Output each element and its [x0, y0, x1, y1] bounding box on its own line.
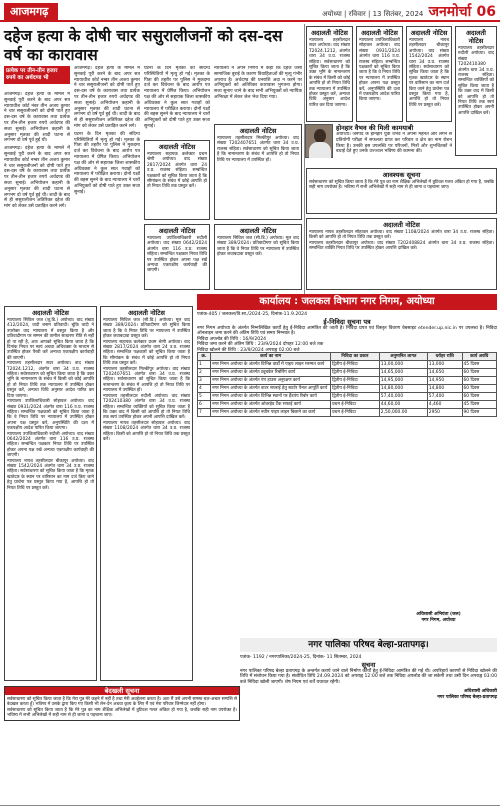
- left-sidebox: [4, 66, 70, 84]
- tender-col-type: निविदा का प्रकार: [331, 353, 380, 361]
- cell: द्वितीय ई-निविदा: [331, 361, 380, 369]
- cell: नगर निगम अयोध्या के अंतर्गत वाटर सप्लाई हेतु स्टार्टर पैनल आपूर्ति कार्य: [211, 385, 331, 393]
- cell: नगर निगम अयोध्या के अंतर्गत पंप हाउस अनुरक्षण कार्य: [211, 377, 331, 385]
- middle-notice-1: [144, 140, 210, 220]
- tender-signature: अधिशासी अभियंता (जल) नगर निगम, अयोध्या: [416, 612, 461, 623]
- tender-col-work: कार्य का नाम: [211, 353, 331, 361]
- middle-notice-1-body: न्यायालय सहायक कलेक्टर प्रथम श्रेणी अयोध्या। वाद संख्या 2817/2024 अंतर्गत धारा 24 उ.प्र. राजस्व संहिता। सम्बन्धित पक्षकारों को सूचित किया जाता है कि सीमांकन के संबंध में कोई आपत्ति हो तो नियत तिथि तक प्रस्तुत करें।: [147, 152, 207, 190]
- left-column-para-2: आजमगढ़। दहेज हत्या के मामले में सुनवाई पूरी करने के बाद अपर सत्र न्यायाधीश कोर्ट नम्बर तीन अजय कुमार ने चार ससुरालीजनों को दोषी पाते हुए दस-दस वर्ष के कारावास तथा प्रत्येक पर तीन-तीन हजार रुपये अर्थदण्ड की सजा सुनाई। अभियोजन कहानी के अनुसार मृतका की शादी घटना से लगभग दो वर्ष पूर्व हुई थी। शादी के बाद से ही ससुरालीजन अतिरिक्त दहेज की मांग को लेकर उसे प्रताड़ित करने लगे।: [4, 146, 70, 210]
- story-col-2-text: घटना के दिन मृतका की संदिग्ध परिस्थितियों में मृत्यु हो गई। मृतका के पिता की तहरीर पर पुलिस ने मुकदमा दर्ज कर विवेचना के बाद आरोप पत्र न्यायालय में प्रेषित किया। अभियोजन पक्ष की ओर से सहायक जिला शासकीय अधिवक्ता ने कुल सात गवाहों को न्यायालय में परीक्षित कराया। दोनों पक्षों की बहस सुनने के बाद न्यायालय ने चारों अभियुक्तों को दोषी पाते हुए उक्त सजा सुनाई।: [144, 66, 210, 129]
- table-row: [198, 361, 497, 369]
- cell: 60 दिवस: [462, 385, 497, 393]
- nagar-palika-ref: पत्रांक- 1192 / नगरपालिका/2024-25, दिनांक- 11 सितम्बर, 2024: [240, 655, 362, 660]
- person-shirt: [309, 142, 331, 158]
- cell: 2,50,000.00: [379, 409, 427, 417]
- middle-notice-2-title: अदालती नोटिस: [239, 127, 277, 135]
- middle-notice-3-title: अदालती नोटिस: [158, 227, 196, 235]
- person-story-headline: होनहार वैभव की मिली कामयाबी: [336, 124, 414, 132]
- cell: नगर निगम अयोध्या के अंतर्गत नवीन पाइप लाइन बिछाने का कार्य: [211, 409, 331, 417]
- cell: 2: [198, 369, 211, 377]
- person-photo: [305, 124, 333, 158]
- right-notice-3-body: न्यायालय नायब तहसीलदार बीकापुर अयोध्या। वाद संख्या 1542/2024 अंतर्गत धारा 34 उ.प्र. राजस्व संहिता। सर्वसाधारण को सूचित किया जाता है कि मृतक खातेदार के स्थान पर वारिसान का नाम दर्ज किए जाने हेतु प्रार्थना पत्र प्रस्तुत किया गया है, आपत्ति हो तो नियत तिथि पर प्रस्तुत करें।: [409, 38, 449, 108]
- person-story: [336, 124, 452, 172]
- cell: 57,400: [427, 393, 462, 401]
- nagar-palika-signature: अधिशासी अधिकारी नगर पालिका परिषद बेल्हा-प्रतापगढ़: [437, 689, 497, 700]
- story-col-1-text-2: घटना के दिन मृतका की संदिग्ध परिस्थितियों में मृत्यु हो गई। मृतका के पिता की तहरीर पर पुलिस ने मुकदमा दर्ज कर विवेचना के बाद आरोप पत्र न्यायालय में प्रेषित किया। अभियोजन पक्ष की ओर से सहायक जिला शासकीय अधिवक्ता ने कुल सात गवाहों को न्यायालय में परीक्षित कराया। दोनों पक्षों की बहस सुनने के बाद न्यायालय ने चारों अभियुक्तों को दोषी पाते हुए उक्त सजा सुनाई।: [74, 131, 140, 195]
- city-tag: आजमगढ़: [4, 3, 58, 20]
- tender-col-deposit: धरोहर राशि: [427, 353, 462, 361]
- cell: नगर निगम अयोध्या के अंतर्गत ट्यूबवेल रिबोरिंग कार्य: [211, 369, 331, 377]
- middle-notice-2-body: न्यायालय तहसीलदार मिल्कीपुर अयोध्या। वाद संख्या T202407651 अंतर्गत धारा 34 उ.प्र. राजस्व संहिता। सर्वसाधारण को सूचित किया जाता है कि नामान्तरण के संबंध में आपत्ति हो तो नियत तिथि पर न्यायालय में उपस्थित हों।: [217, 136, 299, 163]
- cell: प्रथम ई-निविदा: [331, 409, 380, 417]
- middle-notice-3: [144, 224, 210, 290]
- masthead-right: [322, 2, 496, 21]
- right-notice-2-title: अदालती नोटिस: [361, 29, 398, 37]
- cell: 13,00,000: [379, 361, 427, 369]
- page-bottom-rule: [0, 805, 500, 806]
- cell: 13,000: [427, 361, 462, 369]
- main-headline: दहेज हत्या के दोषी चार ससुरालीजनों को दस-दस वर्ष का कारावास: [4, 26, 283, 64]
- middle-notice-4-title: अदालती नोटिस: [239, 227, 277, 235]
- left-notice-body-5: न्यायालय नायब तहसीलदार बीकापुर अयोध्या। वाद संख्या 1542/2024 अंतर्गत धारा 34 उ.प्र. राजस्व संहिता। सर्वसाधारण को सूचित किया जाता है कि मृतक खातेदार के स्थान पर वारिसान का नाम दर्ज किए जाने हेतु प्रार्थना पत्र प्रस्तुत किया गया है, आपत्ति हो तो नियत तिथि पर प्रस्तुत करें।: [7, 458, 94, 491]
- cell: 7: [198, 409, 211, 417]
- middle-notice-3-body: न्यायालय उपजिलाधिकारी रुदौली अयोध्या। वाद संख्या 0642/2024 अंतर्गत धारा 116 उ.प्र. राजस्व संहिता। सम्बन्धित पक्षकार नियत तिथि पर उपस्थित होकर अपना पक्ष रखें अन्यथा एकपक्षीय कार्यवाही की जाएगी।: [147, 236, 207, 274]
- bedakhali-notice: [4, 686, 240, 721]
- cell: 57,40,000: [379, 393, 427, 401]
- tender-header: [197, 312, 497, 354]
- bedakhali-body: सर्वसाधारण को सूचित किया जाता है कि मेरा पुत्र मेरे कहने में नहीं है तथा मेरी अवहेलना करता है। अतः मैं उसे अपनी समस्त चल-अचल सम्पत्ति से बेदखल करता हूँ। भविष्य में उसके द्वारा किए गए किसी भी लेन-देन अथवा कृत्य के लिए मैं एवं मेरा परिवार जिम्मेदार नहीं होगा।: [7, 697, 237, 708]
- nagar-palika-bar: नगर पालिका परिषद बेल्हा-प्रतापगढ़।: [240, 638, 497, 652]
- cell: 60 दिवस: [462, 369, 497, 377]
- middle-notice-6-body: न्यायालय तहसीलदार बीकापुर अयोध्या। वाद संख्या T202408824 अंतर्गत धारा 34 उ.प्र. राजस्व संहिता। सम्बन्धित व्यक्ति नियत तिथि पर उपस्थित होकर आपत्ति दाखिल करें।: [309, 240, 494, 252]
- cell: 45 दिवस: [462, 401, 497, 409]
- cell: 14,95,000: [379, 377, 427, 385]
- left-notice-2-title: अदालती नोटिस: [128, 309, 165, 317]
- cell: द्वितीय ई-निविदा: [331, 385, 380, 393]
- bedakhali-title: बेदखली सूचना: [5, 687, 239, 695]
- cell: 1: [198, 361, 211, 369]
- middle-notice-4-body: न्यायालय सिविल जज (सी.डि.) अयोध्या। मूल वाद संख्या 389/2024। प्रतिवादीगण को सूचित किया जाता है कि वे नियत तिथि पर न्यायालय में उपस्थित होकर जवाबदावा प्रस्तुत करें।: [217, 236, 299, 258]
- bedakhali-body-2: सर्वसाधारण को सूचित किया जाता है कि मेरे पुत्र का नाम शैक्षिक अभिलेखों में त्रुटिवश गलत अंकित हो गया है, जबकि सही नाम उपरोक्त है। भविष्य में सभी अभिलेखों में सही नाम से ही जाना व पहचाना जाए।: [7, 707, 237, 718]
- cell: 45 दिवस: [462, 361, 497, 369]
- left-notice-body-2: न्यायालय तहसीलदार सदर अयोध्या। वाद संख्या T2024.1212, अंतर्गत धारा 34 उ.प्र. राजस्व संहिता। सर्वसाधारण को सूचित किया जाता है कि उक्त भूमि के नामान्तरण के संबंध में किसी को कोई आपत्ति हो तो नियत तिथि तक न्यायालय में उपस्थित होकर प्रस्तुत करें, अन्यथा विधि अनुसार आदेश पारित कर दिया जाएगा।: [7, 361, 94, 399]
- left-notice-title: अदालती नोटिस: [32, 309, 69, 317]
- cell: 60 दिवस: [462, 393, 497, 401]
- paper-name: जनमोर्चा: [428, 4, 472, 20]
- story-col-1: [74, 66, 140, 302]
- person-head: [314, 129, 326, 143]
- left-notice-2-body: न्यायालय सिविल जज (सी.डि.) अयोध्या। मूल वाद संख्या 389/2024। प्रतिवादीगण को सूचित किया जाता है कि वे नियत तिथि पर न्यायालय में उपस्थित होकर जवाबदावा प्रस्तुत करें।: [103, 318, 190, 340]
- nagar-palika-notice: [240, 655, 497, 701]
- awashyak-suchna-title: आवश्यक सूचना: [382, 171, 421, 179]
- right-notice-2-body: न्यायालय उपजिलाधिकारी सोहावल अयोध्या। वाद संख्या 0931/2024 अंतर्गत धारा 116 उ.प्र. राजस्व संहिता। सम्बन्धित पक्षकारों को सूचित किया जाता है कि वे नियत तिथि पर न्यायालय में उपस्थित होकर अपना पक्ष प्रस्तुत करें, अनुपस्थिति की दशा में एकपक्षीय आदेश पारित किया जाएगा।: [359, 38, 400, 103]
- story-col-3: [214, 66, 302, 120]
- right-notice-3: [406, 26, 452, 122]
- tender-date-1: निविदा अपलोड की तिथि : 16/9/2024: [197, 336, 267, 342]
- table-row: [198, 369, 497, 377]
- awashyak-suchna-body: सर्वसाधारण को सूचित किया जाता है कि मेरे पुत्र का नाम शैक्षिक अभिलेखों में त्रुटिवश गलत अंकित हो गया है, जबकि सही नाम उपरोक्त है। भविष्य में सभी अभिलेखों में सही नाम से ही जाना व पहचाना जाए।: [309, 180, 494, 191]
- cell: द्वितीय ई-निविदा: [331, 369, 380, 377]
- left-notice-body-3: न्यायालय उपजिलाधिकारी सोहावल अयोध्या। वाद संख्या 0931/2024 अंतर्गत धारा 116 उ.प्र. राजस्व संहिता। सम्बन्धित पक्षकारों को सूचित किया जाता है कि वे नियत तिथि पर न्यायालय में उपस्थित होकर अपना पक्ष प्रस्तुत करें, अनुपस्थिति की दशा में एकपक्षीय आदेश पारित किया जाएगा।: [7, 399, 94, 432]
- kicker-tag: प्रत्येक पर तीन-तीन हजार रुपये का अर्थदण्ड भी: [4, 66, 70, 84]
- tender-col-sno: क्र.: [198, 353, 211, 361]
- middle-notice-2: [214, 124, 302, 220]
- left-notice-2-body-5: न्यायालय नायब तहसीलदार सोहावल अयोध्या। वाद संख्या 1108/2024 अंतर्गत धारा 34 उ.प्र. राजस्व संहिता। किसी को आपत्ति हो तो नियत तिथि तक प्रस्तुत करें।: [103, 420, 190, 442]
- cell: 90 दिवस: [462, 409, 497, 417]
- right-notice-1-title: अदालती नोटिस: [311, 29, 348, 37]
- cell: 4,460: [427, 401, 462, 409]
- tender-table: [197, 352, 497, 417]
- cell: 4: [198, 385, 211, 393]
- tender-col-cost: अनुमानित लागत: [379, 353, 427, 361]
- left-column-text: [4, 92, 70, 302]
- story-col-3-text: न्यायालय ने अपने निर्णय में कहा कि दहेज जैसी सामाजिक बुराई के कारण विवाहिताओं की मृत्यु गंभीर अपराध है। अर्थदण्ड की धनराशि अदा न करने पर अभियुक्तों को अतिरिक्त कारावास भुगतना होगा। सजा सुनाए जाने के बाद सभी अभियुक्तों को न्यायिक अभिरक्षा में लेकर जेल भेज दिया गया।: [214, 66, 302, 100]
- cell: 14,650: [427, 369, 462, 377]
- left-notice: [4, 306, 97, 681]
- cell: 14,950: [427, 377, 462, 385]
- middle-notice-5: [306, 218, 497, 290]
- tender-header-row: [198, 353, 497, 361]
- middle-notice-5-title: अदालती नोटिस: [383, 221, 420, 229]
- cell: 44,60,00: [379, 401, 427, 409]
- story-col-1-text: आजमगढ़। दहेज हत्या के मामले में सुनवाई पूरी करने के बाद अपर सत्र न्यायाधीश कोर्ट नम्बर तीन अजय कुमार ने चार ससुरालीजनों को दोषी पाते हुए दस-दस वर्ष के कारावास तथा प्रत्येक पर तीन-तीन हजार रुपये अर्थदण्ड की सजा सुनाई। अभियोजन कहानी के अनुसार मृतका की शादी घटना से लगभग दो वर्ष पूर्व हुई थी। शादी के बाद से ही ससुरालीजन अतिरिक्त दहेज की मांग को लेकर उसे प्रताड़ित करने लगे।: [74, 66, 140, 129]
- story-col-2: [144, 66, 210, 136]
- left-notice-2: [100, 306, 193, 681]
- left-notice-2-body-4: न्यायालय तहसीलदार रुदौली अयोध्या। वाद संख्या T202410380 अंतर्गत धारा 34 उ.प्र. राजस्व संहिता। सम्बन्धित व्यक्तियों को सूचित किया जाता है कि उक्त वाद में किसी को आपत्ति हो तो नियत तिथि तक स्वयं उपस्थित होकर अपनी आपत्ति दाखिल करें।: [103, 393, 190, 421]
- cell: नगर निगम अयोध्या के अंतर्गत ओवरहेड टैंक सफाई कार्य: [211, 401, 331, 409]
- cell: 14,800: [427, 385, 462, 393]
- right-notice-4-title: अदालती नोटिस: [466, 29, 486, 45]
- column-divider: [304, 24, 305, 294]
- person-story-text: अयोध्या। जनपद के होनहार युवा वैभव ने अपनी मेहनत और लगन से प्रतियोगी परीक्षा में सफलता प्राप्त कर परिवार व क्षेत्र का नाम रोशन किया है। उनकी इस उपलब्धि पर परिजनों, मित्रों और शुभचिंतकों ने बधाई देते हुए उनके उज्ज्वल भविष्य की कामना की।: [336, 132, 452, 155]
- middle-notice-1-title: अदालती नोटिस: [158, 143, 196, 151]
- tender-intro: नगर निगम अयोध्या के अंतर्गत निम्नलिखित कार्यों हेतु ई-निविदा आमंत्रित की जाती है। निविदा प्रपत्र एवं विस्तृत विवरण वेबसाइट etender.up.nic.in पर उपलब्ध है। निविदा ऑनलाइन जमा करने की अंतिम तिथि एवं समय निम्नवत है।: [197, 325, 497, 337]
- cell: 6: [198, 401, 211, 409]
- tender-date-3: निविदा खोलने की तिथि : 23/9/2024 अपराह्न 02:00 बजे: [197, 347, 300, 353]
- cell: 60 दिवस: [462, 377, 497, 385]
- table-row: [198, 393, 497, 401]
- table-row: [198, 409, 497, 417]
- table-row: [198, 385, 497, 393]
- right-notice-1-body: न्यायालय तहसीलदार सदर अयोध्या। वाद संख्या T2024.1212, अंतर्गत धारा 34 उ.प्र. राजस्व संहिता। सर्वसाधारण को सूचित किया जाता है कि उक्त भूमि के नामान्तरण के संबंध में किसी को कोई आपत्ति हो तो नियत तिथि तक न्यायालय में उपस्थित होकर प्रस्तुत करें, अन्यथा विधि अनुसार आदेश पारित कर दिया जाएगा।: [309, 38, 350, 108]
- table-row: [198, 401, 497, 409]
- awashyak-suchna: [306, 168, 497, 214]
- cell: 2950: [427, 409, 462, 417]
- right-notice-4: [455, 26, 497, 156]
- middle-notice-5-body: न्यायालय नायब तहसीलदार सोहावल अयोध्या। वाद संख्या 1108/2024 अंतर्गत धारा 34 उ.प्र. राजस्व संहिता। किसी को आपत्ति हो तो नियत तिथि तक प्रस्तुत करें।: [309, 230, 494, 241]
- cell: द्वितीय ई-निविदा: [331, 377, 380, 385]
- cell: द्वितीय ई-निविदा: [331, 393, 380, 401]
- right-notice-4-body: न्यायालय तहसीलदार रुदौली अयोध्या। वाद संख्या T202410380 अंतर्गत धारा 34 उ.प्र. राजस्व संहिता। सम्बन्धित व्यक्तियों को सूचित किया जाता है कि उक्त वाद में किसी को आपत्ति हो तो नियत तिथि तक स्वयं उपस्थित होकर अपनी आपत्ति दाखिल करें।: [458, 46, 494, 116]
- table-row: [198, 377, 497, 385]
- right-notice-3-title: अदालती नोटिस: [410, 29, 448, 37]
- page-number: 06: [476, 4, 496, 20]
- cell: नगर निगम अयोध्या के अंतर्गत विभिन्न स्थानों पर हैंडपंप रिबोर कार्य: [211, 393, 331, 401]
- cell: 14,80,000: [379, 385, 427, 393]
- left-notice-body: न्यायालय सिविल जज (जू.डि.) अयोध्या। वाद संख्या 412/2024, वादी बनाम प्रतिवादी। चूंकि वादी ने उपरोक्त वाद न्यायालय में प्रस्तुत किया है और प्रतिवादीगण पर सम्मन की तामील साधारण रीति से नहीं हो पा रही है, अतः आपको सूचित किया जाता है कि दिनांक नियत पर स्वयं अथवा अधिवक्ता के माध्यम से उपस्थित होकर पैरवी करें अन्यथा एकपक्षीय कार्यवाही की जाएगी।: [7, 318, 94, 361]
- tender-ref: पत्रांक-405 / जलकल/वि.सा./2024-25, दिनांक-11.9.2024: [197, 312, 308, 317]
- left-column-para: आजमगढ़। दहेज हत्या के मामले में सुनवाई पूरी करने के बाद अपर सत्र न्यायाधीश कोर्ट नंबर तीन अजय कुमार ने चार ससुरालीजनों को दोषी पाते हुए दस-दस वर्ष के कारावास तथा प्रत्येक पर तीन-तीन हजार रुपये अर्थदण्ड की सजा सुनाई। अभियोजन कहानी के अनुसार मृतका की शादी घटना से लगभग दो वर्ष पूर्व हुई थी।: [4, 92, 70, 144]
- cell: 5: [198, 393, 211, 401]
- left-notice-2-body-3: न्यायालय तहसीलदार मिल्कीपुर अयोध्या। वाद संख्या T202407651 अंतर्गत धारा 34 उ.प्र. राजस्व संहिता। सर्वसाधारण को सूचित किया जाता है कि नामान्तरण के संबंध में आपत्ति हो तो नियत तिथि पर न्यायालय में उपस्थित हों।: [103, 366, 190, 394]
- cell: 14,65,000: [379, 369, 427, 377]
- date-line: अयोध्या | रविवार | 13 सितंबर, 2024: [322, 10, 424, 18]
- left-notice-body-4: न्यायालय उपजिलाधिकारी रुदौली अयोध्या। वाद संख्या 0642/2024 अंतर्गत धारा 116 उ.प्र. राजस्व संहिता। सम्बन्धित पक्षकार नियत तिथि पर उपस्थित होकर अपना पक्ष रखें अन्यथा एकपक्षीय कार्यवाही की जाएगी।: [7, 431, 94, 459]
- cell: 3: [198, 377, 211, 385]
- nagar-palika-subtitle: सूचना: [361, 660, 376, 669]
- tender-subtitle: ई-निविदा सूचना पत्र: [323, 317, 371, 326]
- right-notice-2: [356, 26, 403, 122]
- tender-date-2: निविदा जमा करने की अंतिम तिथि : 23/9/2024 दोपहर 12:00 बजे तक: [197, 342, 324, 348]
- left-notice-2-body-2: न्यायालय सहायक कलेक्टर प्रथम श्रेणी अयोध्या। वाद संख्या 2817/2024 अंतर्गत धारा 24 उ.प्र. राजस्व संहिता। सम्बन्धित पक्षकारों को सूचित किया जाता है कि सीमांकन के संबंध में कोई आपत्ति हो तो नियत तिथि तक प्रस्तुत करें।: [103, 339, 190, 367]
- tender-col-period: कार्य अवधि: [462, 353, 497, 361]
- cell: प्रथम ई-निविदा: [331, 401, 380, 409]
- cell: नगर निगम अयोध्या के अंतर्गत विभिन्न वार्डों में पाइप लाइन मरम्मत कार्य: [211, 361, 331, 369]
- middle-notice-4: [214, 224, 302, 290]
- right-notice-1: [306, 26, 353, 122]
- masthead: [0, 0, 500, 22]
- tender-title-bar: कार्यालय : जलकल विभाग नगर निगम, अयोध्या: [197, 294, 497, 310]
- nagar-palika-text: नगर पालिका परिषद बेल्हा प्रतापगढ़ के अन्तर्गत कराये जाने वाले निर्माण कार्यों हेतु ई-निविदा आमंत्रित की गई थी। अपरिहार्य कारणों से निविदा खोलने की तिथि में संशोधन किया गया है। संशोधित तिथि 24.09.2024 को अपराह्न 12:00 बजे तक निविदा अपलोड की जा सकेगी तथा उसी दिन अपराह्न 03:00 बजे निविदा खोली जाएगी। शेष नियम एवं शर्तें यथावत रहेंगी।: [240, 668, 497, 685]
